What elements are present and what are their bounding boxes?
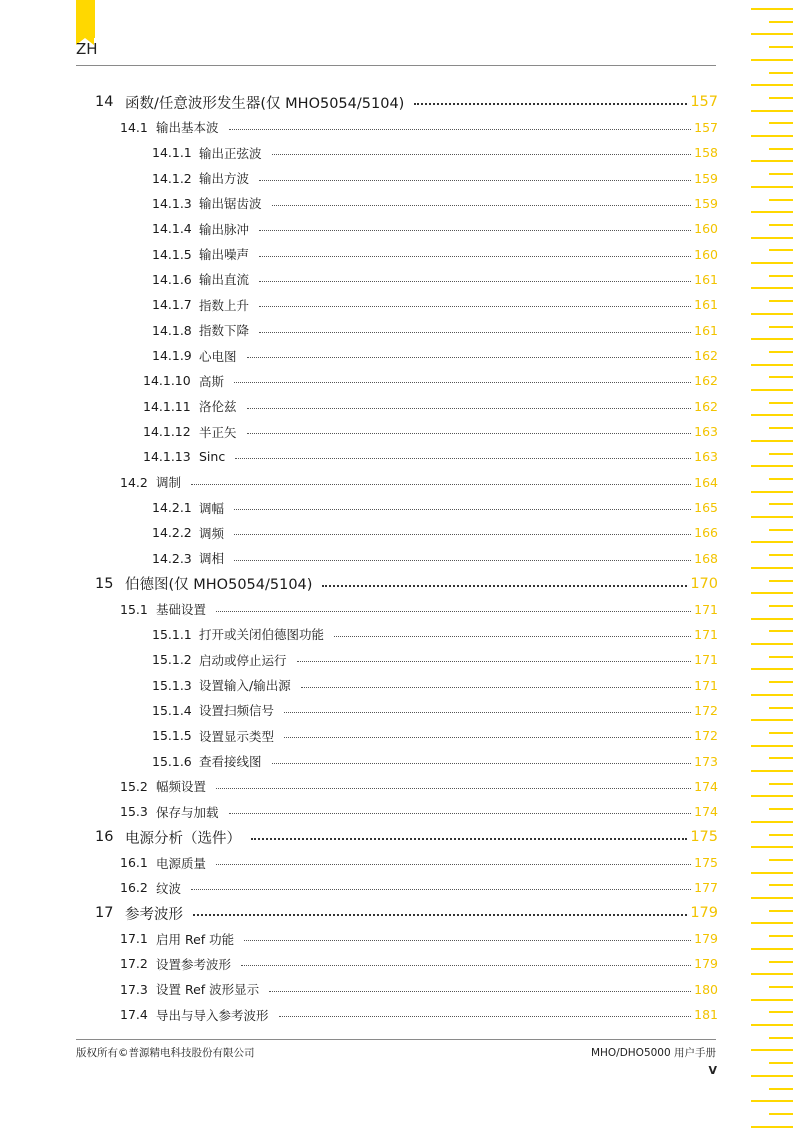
toc-entry-title: 设置显示类型 xyxy=(199,728,275,744)
toc-entry-page: 161 xyxy=(694,297,718,313)
toc-dot-leader xyxy=(259,230,691,231)
toc-subsection-entry[interactable] xyxy=(143,395,718,417)
toc-subsection-entry[interactable] xyxy=(143,370,718,392)
ruler-tick xyxy=(751,795,793,797)
toc-dot-leader xyxy=(259,256,691,257)
toc-entry-title: 输出脉冲 xyxy=(199,221,250,237)
toc-subsection-entry[interactable] xyxy=(152,547,718,569)
toc-entry-page: 172 xyxy=(694,728,718,744)
ruler-tick xyxy=(769,1088,793,1090)
ruler-tick xyxy=(769,402,793,404)
toc-entry-title: 心电图 xyxy=(199,348,237,364)
toc-entry-page: 175 xyxy=(690,829,718,846)
footer-rule xyxy=(76,1039,716,1040)
toc-dot-leader xyxy=(229,129,692,130)
toc-entry-page: 159 xyxy=(694,170,718,186)
ruler-tick xyxy=(751,84,793,86)
toc-dot-leader xyxy=(191,484,691,485)
ruler-tick xyxy=(751,465,793,467)
ruler-tick xyxy=(751,1126,793,1128)
toc-subsection-entry[interactable] xyxy=(152,699,718,721)
toc-entry-title: 洛伦兹 xyxy=(199,399,237,415)
ruler-tick xyxy=(751,186,793,188)
toc-entry-number: 14.1.9 xyxy=(152,348,192,363)
ruler-tick xyxy=(751,287,793,289)
ruler-tick xyxy=(751,516,793,518)
ruler-tick xyxy=(769,503,793,505)
ruler-tick xyxy=(751,872,793,874)
ruler-tick xyxy=(751,719,793,721)
toc-subsection-entry[interactable] xyxy=(152,218,718,240)
toc-entry-title: 调频 xyxy=(199,525,225,541)
ruler-tick xyxy=(751,262,793,264)
ruler-tick xyxy=(769,834,793,836)
toc-dot-leader xyxy=(234,534,691,535)
toc-entry-title: 设置 Ref 波形显示 xyxy=(156,982,260,998)
language-tab-marker xyxy=(76,0,95,38)
toc-entry-page: 171 xyxy=(694,677,718,693)
toc-entry-title: 调幅 xyxy=(199,500,225,516)
toc-dot-leader xyxy=(414,103,687,105)
ruler-tick xyxy=(769,630,793,632)
ruler-tick xyxy=(769,72,793,74)
toc-entry-number: 15.1 xyxy=(120,601,148,617)
toc-entry-title: 调制 xyxy=(156,475,182,491)
toc-section-entry[interactable] xyxy=(120,1004,718,1026)
toc-entry-page: 168 xyxy=(694,550,718,566)
toc-dot-leader xyxy=(322,585,687,587)
toc-entry-title: 电源分析（选件） xyxy=(125,830,241,847)
toc-dot-leader xyxy=(259,332,691,333)
toc-entry-number: 15.1.2 xyxy=(152,652,192,668)
ruler-tick xyxy=(751,643,793,645)
toc-entry-page: 165 xyxy=(694,500,718,516)
ruler-tick xyxy=(769,1113,793,1115)
toc-entry-number: 16 xyxy=(95,829,114,846)
ruler-tick xyxy=(769,707,793,709)
toc-entry-page: 157 xyxy=(690,94,718,110)
toc-entry-page: 174 xyxy=(694,778,718,794)
toc-entry-page: 171 xyxy=(694,652,718,668)
toc-entry-page: 158 xyxy=(694,145,718,161)
toc-entry-number: 14.2 xyxy=(120,474,148,490)
toc-entry-page: 177 xyxy=(694,880,718,896)
toc-section-entry[interactable] xyxy=(120,953,718,975)
toc-entry-title: Sinc xyxy=(199,449,226,465)
toc-entry-title: 调相 xyxy=(199,551,225,567)
ruler-tick xyxy=(769,808,793,810)
toc-dot-leader xyxy=(234,382,691,383)
toc-dot-leader xyxy=(259,281,691,282)
toc-subsection-entry[interactable] xyxy=(152,497,718,519)
toc-subsection-entry[interactable] xyxy=(152,725,718,747)
ruler-tick xyxy=(769,97,793,99)
toc-entry-title: 半正矢 xyxy=(199,424,237,440)
toc-entry-page: 162 xyxy=(694,348,718,363)
ruler-tick xyxy=(769,910,793,912)
footer-copyright: 版权所有©普源精电科技股份有限公司 xyxy=(76,1047,255,1059)
ruler-tick xyxy=(751,364,793,366)
ruler-tick xyxy=(751,592,793,594)
toc-entry-number: 16.1 xyxy=(120,855,148,870)
toc-entry-number: 14.1.6 xyxy=(152,271,192,287)
toc-section-entry[interactable] xyxy=(120,877,718,899)
toc-entry-page: 180 xyxy=(694,981,718,997)
toc-entry-number: 14.1.12 xyxy=(143,424,191,440)
toc-dot-leader xyxy=(191,889,691,890)
ruler-tick xyxy=(769,300,793,302)
ruler-tick xyxy=(769,453,793,455)
toc-entry-title: 参考波形 xyxy=(125,906,183,923)
toc-entry-title: 指数上升 xyxy=(199,297,250,313)
toc-entry-number: 14.1.10 xyxy=(143,373,191,389)
ruler-tick xyxy=(751,135,793,137)
ruler-tick xyxy=(769,656,793,658)
ruler-tick xyxy=(751,846,793,848)
toc-entry-number: 15.2 xyxy=(120,778,148,794)
ruler-tick xyxy=(769,1037,793,1039)
toc-dot-leader xyxy=(235,458,691,459)
toc-section-entry[interactable] xyxy=(120,471,718,493)
toc-entry-number: 14.1.2 xyxy=(152,170,192,186)
ruler-tick xyxy=(751,1075,793,1077)
toc-entry-page: 174 xyxy=(694,804,718,820)
toc-entry-number: 17.1 xyxy=(120,931,148,947)
toc-section-entry[interactable] xyxy=(120,801,718,823)
ruler-tick xyxy=(769,326,793,328)
ruler-tick xyxy=(769,935,793,937)
toc-subsection-entry[interactable] xyxy=(152,345,718,367)
ruler-tick xyxy=(769,275,793,277)
toc-dot-leader xyxy=(284,712,691,713)
ruler-tick xyxy=(769,783,793,785)
toc-chapter-entry[interactable] xyxy=(95,902,718,924)
toc-subsection-entry[interactable] xyxy=(152,142,718,164)
page-number: V xyxy=(708,1064,717,1077)
toc-entry-title: 设置参考波形 xyxy=(156,956,232,972)
toc-entry-page: 161 xyxy=(694,322,718,338)
toc-dot-leader xyxy=(247,408,692,409)
toc-entry-title: 设置扫频信号 xyxy=(199,703,275,719)
toc-entry-page: 159 xyxy=(694,195,718,211)
toc-entry-page: 179 xyxy=(694,931,718,947)
toc-entry-page: 160 xyxy=(694,246,718,262)
toc-entry-number: 15.1.3 xyxy=(152,677,192,693)
toc-section-entry[interactable] xyxy=(120,598,718,620)
ruler-tick xyxy=(751,897,793,899)
toc-entry-number: 14 xyxy=(95,94,114,110)
ruler-tick xyxy=(751,567,793,569)
toc-section-entry[interactable] xyxy=(120,978,718,1000)
toc-dot-leader xyxy=(334,636,691,637)
toc-subsection-entry[interactable] xyxy=(152,750,718,772)
toc-chapter-entry[interactable] xyxy=(95,91,718,113)
toc-entry-title: 打开或关闭伯德图功能 xyxy=(199,627,325,643)
toc-entry-number: 15.1.6 xyxy=(152,753,192,769)
ruler-tick xyxy=(751,313,793,315)
toc-entry-page: 170 xyxy=(690,575,718,592)
toc-dot-leader xyxy=(216,864,691,865)
toc-entry-number: 14.2.1 xyxy=(152,500,192,516)
ruler-tick xyxy=(769,1011,793,1013)
toc-entry-page: 171 xyxy=(694,601,718,617)
toc-dot-leader xyxy=(301,687,691,688)
toc-entry-number: 15.1.1 xyxy=(152,626,192,642)
toc-entry-title: 导出与导入参考波形 xyxy=(156,1007,269,1023)
toc-dot-leader xyxy=(234,509,691,510)
toc-entry-page: 164 xyxy=(694,474,718,490)
toc-entry-number: 17.4 xyxy=(120,1007,148,1023)
ruler-tick xyxy=(751,1024,793,1026)
toc-entry-title: 查看接线图 xyxy=(199,754,262,770)
toc-entry-title: 输出锯齿波 xyxy=(199,196,262,212)
toc-entry-page: 175 xyxy=(694,855,718,870)
toc-entry-number: 16.2 xyxy=(120,880,148,896)
ruler-tick xyxy=(769,122,793,124)
toc-dot-leader xyxy=(251,838,687,840)
toc-entry-title: 输出方波 xyxy=(199,171,250,187)
toc-entry-number: 14.1.1 xyxy=(152,145,192,161)
ruler-tick xyxy=(751,389,793,391)
toc-entry-number: 15.1.5 xyxy=(152,728,192,744)
ruler-tick xyxy=(751,160,793,162)
ruler-tick xyxy=(769,148,793,150)
toc-entry-title: 输出正弦波 xyxy=(199,145,262,161)
ruler-tick xyxy=(769,224,793,226)
ruler-tick xyxy=(769,1062,793,1064)
toc-entry-page: 161 xyxy=(694,271,718,287)
ruler-tick xyxy=(769,529,793,531)
ruler-tick xyxy=(751,948,793,950)
toc-subsection-entry[interactable] xyxy=(152,167,718,189)
toc-entry-page: 172 xyxy=(694,702,718,718)
toc-subsection-entry[interactable] xyxy=(152,623,718,645)
toc-subsection-entry[interactable] xyxy=(143,446,718,468)
ruler-tick xyxy=(751,211,793,213)
toc-section-entry[interactable] xyxy=(120,852,718,874)
ruler-tick xyxy=(769,681,793,683)
ruler-tick xyxy=(751,237,793,239)
toc-entry-title: 指数下降 xyxy=(199,323,250,339)
toc-chapter-entry[interactable] xyxy=(95,573,718,595)
toc-entry-page: 171 xyxy=(694,626,718,642)
toc-subsection-entry[interactable] xyxy=(152,674,718,696)
toc-dot-leader xyxy=(297,661,692,662)
toc-entry-title: 启动或停止运行 xyxy=(199,652,287,668)
toc-section-entry[interactable] xyxy=(120,775,718,797)
toc-entry-number: 14.2.2 xyxy=(152,525,192,541)
toc-subsection-entry[interactable] xyxy=(143,421,718,443)
ruler-tick xyxy=(751,1100,793,1102)
ruler-tick xyxy=(751,440,793,442)
ruler-tick xyxy=(751,33,793,35)
toc-entry-number: 17.2 xyxy=(120,956,148,972)
toc-entry-number: 14.1.5 xyxy=(152,246,192,262)
toc-entry-title: 函数/任意波形发生器(仅 MHO5054/5104) xyxy=(125,95,405,112)
ruler-tick xyxy=(751,694,793,696)
language-label: ZH xyxy=(76,40,98,58)
toc-subsection-entry[interactable] xyxy=(152,649,718,671)
toc-entry-number: 14.2.3 xyxy=(152,550,192,566)
toc-dot-leader xyxy=(193,914,687,916)
toc-entry-title: 伯德图(仅 MHO5054/5104) xyxy=(125,577,313,594)
toc-dot-leader xyxy=(234,560,691,561)
toc-dot-leader xyxy=(229,813,692,814)
toc-entry-number: 15.1.4 xyxy=(152,702,192,718)
toc-entry-page: 160 xyxy=(694,221,718,237)
toc-dot-leader xyxy=(259,180,691,181)
ruler-tick xyxy=(751,414,793,416)
toc-entry-number: 14.1.3 xyxy=(152,195,192,211)
ruler-tick xyxy=(769,376,793,378)
ruler-tick xyxy=(769,21,793,23)
ruler-tick xyxy=(751,745,793,747)
toc-chapter-entry[interactable] xyxy=(95,826,718,848)
ruler-tick xyxy=(751,618,793,620)
toc-entry-title: 输出直流 xyxy=(199,272,250,288)
toc-entry-number: 14.1 xyxy=(120,119,148,135)
toc-subsection-entry[interactable] xyxy=(152,243,718,265)
ruler-tick xyxy=(751,1049,793,1051)
toc-entry-page: 162 xyxy=(694,398,718,414)
ruler-tick xyxy=(769,478,793,480)
toc-entry-title: 纹波 xyxy=(156,880,182,896)
ruler-tick xyxy=(751,770,793,772)
ruler-tick xyxy=(751,973,793,975)
toc-entry-page: 179 xyxy=(690,905,718,922)
ruler-tick xyxy=(769,961,793,963)
header-rule xyxy=(76,65,716,66)
toc-dot-leader xyxy=(259,306,691,307)
toc-entry-number: 14.1.13 xyxy=(143,449,191,465)
ruler-tick xyxy=(769,249,793,251)
toc-dot-leader xyxy=(216,611,691,612)
toc-dot-leader xyxy=(241,965,691,966)
toc-dot-leader xyxy=(279,1016,692,1017)
toc-subsection-entry[interactable] xyxy=(152,192,718,214)
toc-entry-title: 保存与加载 xyxy=(156,804,219,820)
toc-dot-leader xyxy=(216,788,691,789)
toc-dot-leader xyxy=(272,205,692,206)
toc-entry-page: 163 xyxy=(694,449,718,465)
toc-section-entry[interactable] xyxy=(120,116,718,138)
toc-dot-leader xyxy=(269,991,691,992)
ruler-tick xyxy=(769,199,793,201)
toc-entry-number: 15.3 xyxy=(120,804,148,820)
toc-entry-page: 163 xyxy=(694,424,718,440)
toc-entry-number: 14.1.11 xyxy=(143,398,191,414)
ruler-tick xyxy=(769,732,793,734)
toc-entry-number: 17 xyxy=(95,905,114,922)
toc-entry-number: 14.1.8 xyxy=(152,322,192,338)
toc-entry-page: 162 xyxy=(694,373,718,389)
toc-entry-title: 电源质量 xyxy=(156,855,207,871)
toc-entry-page: 181 xyxy=(694,1007,718,1023)
ruler-tick xyxy=(751,999,793,1001)
footer-manual-title: MHO/DHO5000 用户手册 xyxy=(590,1047,716,1059)
toc-section-entry[interactable] xyxy=(120,928,718,950)
toc-entry-number: 17.3 xyxy=(120,981,148,997)
ruler-tick xyxy=(751,8,793,10)
toc-entry-page: 166 xyxy=(694,525,718,541)
ruler-tick xyxy=(769,580,793,582)
ruler-tick xyxy=(751,821,793,823)
ruler-tick xyxy=(769,757,793,759)
toc-dot-leader xyxy=(272,763,692,764)
toc-subsection-entry[interactable] xyxy=(152,268,718,290)
toc-subsection-entry[interactable] xyxy=(152,522,718,544)
toc-entry-title: 启用 Ref 功能 xyxy=(156,931,235,947)
toc-entry-title: 基础设置 xyxy=(156,602,207,617)
toc-entry-title: 输出基本波 xyxy=(156,120,219,136)
toc-entry-page: 173 xyxy=(694,753,718,769)
ruler-tick xyxy=(769,605,793,607)
ruler-tick xyxy=(751,541,793,543)
toc-subsection-entry[interactable] xyxy=(152,319,718,341)
ruler-tick xyxy=(751,338,793,340)
ruler-tick xyxy=(751,668,793,670)
side-ruler-decoration xyxy=(748,0,793,1122)
toc-dot-leader xyxy=(244,940,691,941)
toc-entry-number: 14.1.7 xyxy=(152,297,192,313)
toc-dot-leader xyxy=(247,357,692,358)
ruler-tick xyxy=(751,59,793,61)
toc-entry-page: 179 xyxy=(694,956,718,972)
ruler-tick xyxy=(751,491,793,493)
toc-dot-leader xyxy=(284,737,691,738)
ruler-tick xyxy=(769,173,793,175)
toc-entry-title: 输出噪声 xyxy=(199,247,250,263)
ruler-tick xyxy=(751,110,793,112)
ruler-tick xyxy=(769,351,793,353)
toc-entry-title: 设置输入/输出源 xyxy=(199,678,291,694)
ruler-tick xyxy=(769,427,793,429)
toc-entry-title: 高斯 xyxy=(199,373,225,389)
ruler-tick xyxy=(769,884,793,886)
ruler-tick xyxy=(751,922,793,924)
toc-entry-page: 157 xyxy=(694,119,718,135)
toc-dot-leader xyxy=(247,433,692,434)
ruler-tick xyxy=(769,986,793,988)
ruler-tick xyxy=(769,46,793,48)
ruler-tick xyxy=(769,859,793,861)
toc-subsection-entry[interactable] xyxy=(152,294,718,316)
toc-entry-number: 14.1.4 xyxy=(152,221,192,237)
toc-dot-leader xyxy=(272,154,692,155)
toc-entry-number: 15 xyxy=(95,575,114,592)
ruler-tick xyxy=(769,554,793,556)
toc-entry-title: 幅频设置 xyxy=(156,779,207,795)
